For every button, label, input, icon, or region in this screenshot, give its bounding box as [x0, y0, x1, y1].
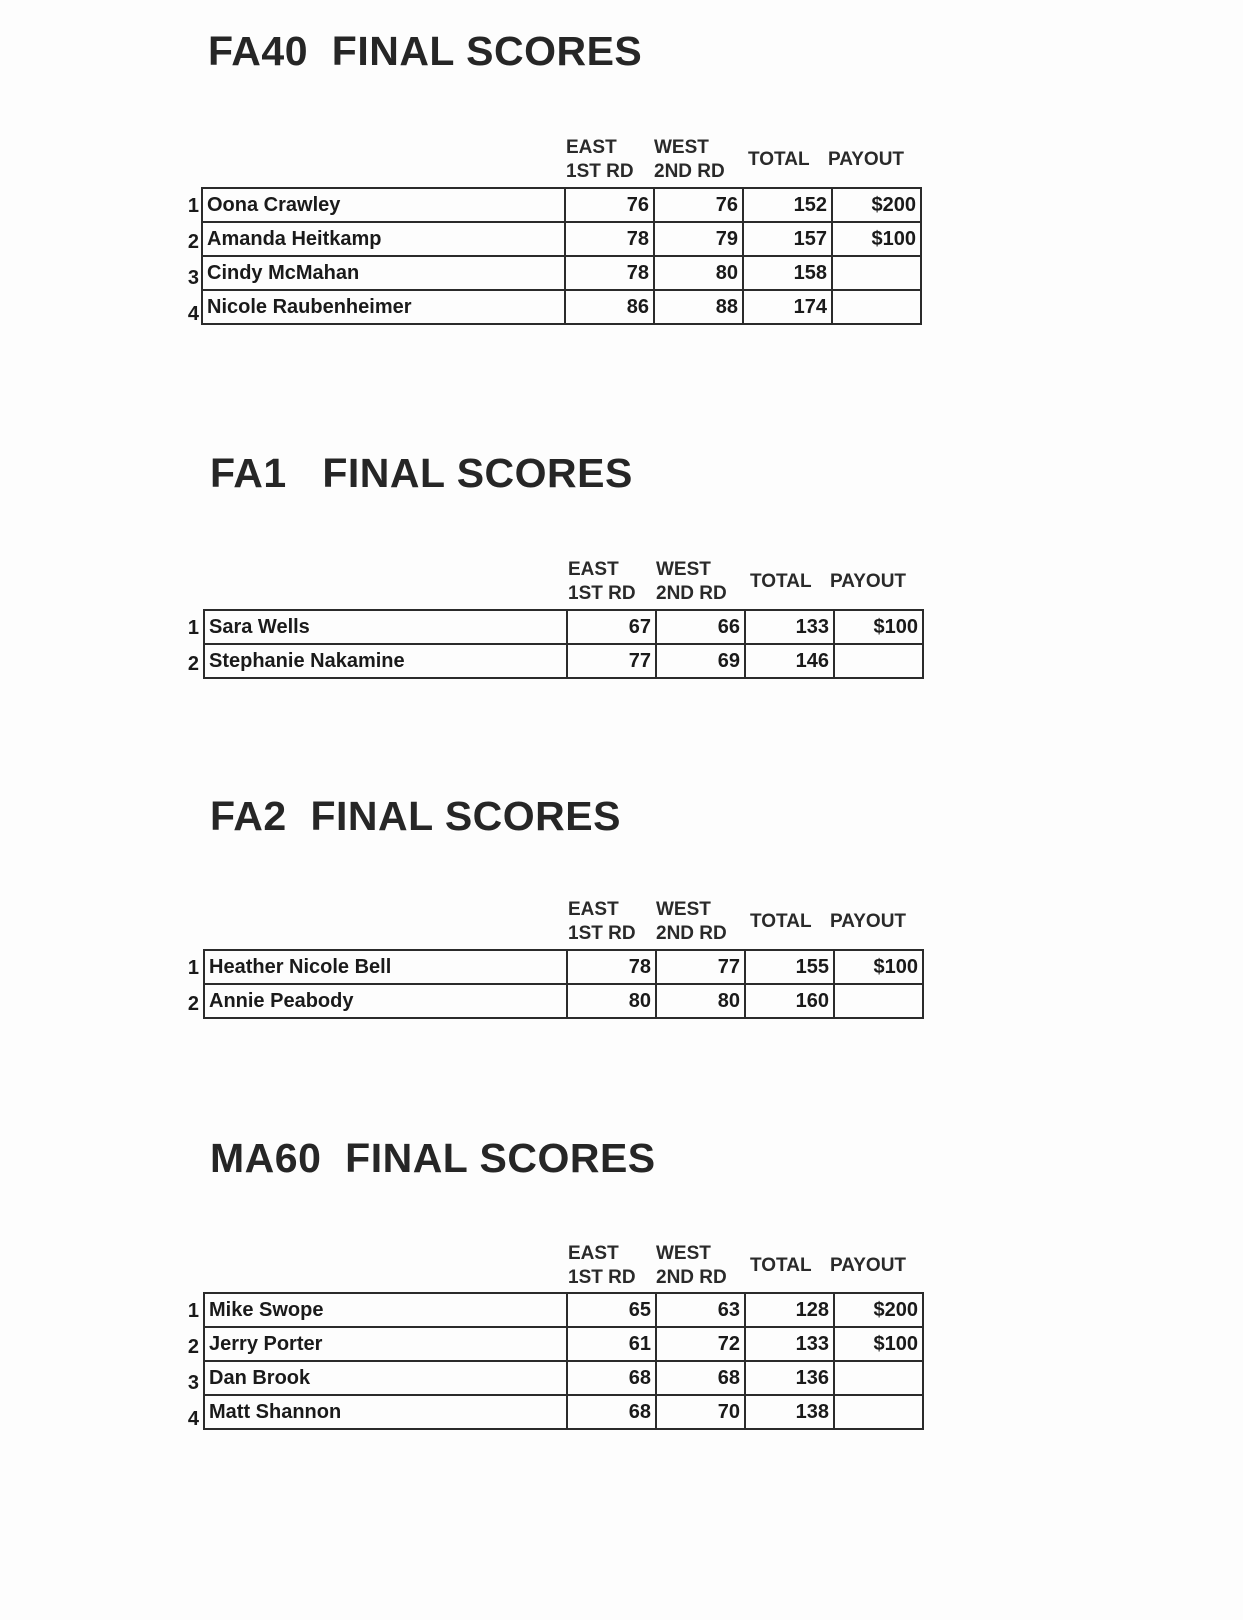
- west-score: 88: [654, 290, 743, 324]
- east-first-round-header: EAST 1ST RD: [568, 1243, 636, 1288]
- rank-number: 2: [187, 653, 199, 675]
- west-score: 68: [656, 1361, 745, 1395]
- payout-header: PAYOUT: [828, 149, 905, 170]
- east-score: 68: [567, 1395, 656, 1429]
- west-score: 70: [656, 1395, 745, 1429]
- total-score: 136: [745, 1361, 834, 1395]
- payout-amount: $100: [834, 610, 923, 644]
- east-score: 78: [567, 950, 656, 984]
- payout-amount: [832, 290, 921, 324]
- rank-number: 1: [187, 1300, 199, 1322]
- east-score: 80: [567, 984, 656, 1018]
- payout-amount: $200: [834, 1293, 923, 1327]
- total-score: 155: [745, 950, 834, 984]
- west-score: 66: [656, 610, 745, 644]
- east-score: 61: [567, 1327, 656, 1361]
- total-header: TOTAL: [750, 911, 812, 932]
- rank-number: 2: [187, 993, 199, 1015]
- rank-number: 4: [187, 303, 199, 325]
- payout-amount: [834, 1395, 923, 1429]
- player-name: Jerry Porter: [204, 1327, 567, 1361]
- rank-number: 1: [187, 957, 199, 979]
- east-score: 78: [565, 256, 654, 290]
- table-row: [204, 984, 923, 1018]
- table-row: [202, 290, 921, 324]
- rank-number: 4: [187, 1408, 199, 1430]
- payout-amount: $100: [834, 1327, 923, 1361]
- total-score: 133: [745, 610, 834, 644]
- table-row: [202, 222, 921, 256]
- payout-header: PAYOUT: [830, 911, 907, 932]
- rank-number: 3: [187, 267, 199, 289]
- total-score: 152: [743, 188, 832, 222]
- section-title: FA40 FINAL SCORES: [208, 28, 643, 74]
- east-first-round-header: EAST 1ST RD: [568, 559, 636, 604]
- table-row: [202, 256, 921, 290]
- table-row: [204, 610, 923, 644]
- payout-amount: [832, 256, 921, 290]
- payout-amount: [834, 1361, 923, 1395]
- payout-amount: $200: [832, 188, 921, 222]
- payout-amount: [834, 644, 923, 678]
- west-second-round-header: WEST 2ND RD: [656, 559, 727, 604]
- payout-amount: $100: [834, 950, 923, 984]
- total-header: TOTAL: [748, 149, 810, 170]
- east-score: 68: [567, 1361, 656, 1395]
- player-name: Cindy McMahan: [202, 256, 565, 290]
- total-score: 133: [745, 1327, 834, 1361]
- east-score: 76: [565, 188, 654, 222]
- section-title: FA2 FINAL SCORES: [210, 793, 621, 839]
- west-score: 76: [654, 188, 743, 222]
- total-score: 157: [743, 222, 832, 256]
- west-score: 63: [656, 1293, 745, 1327]
- total-header: TOTAL: [750, 1255, 812, 1276]
- east-first-round-header: EAST 1ST RD: [568, 899, 636, 944]
- player-name: Sara Wells: [204, 610, 567, 644]
- table-row: [204, 1293, 923, 1327]
- payout-header: PAYOUT: [830, 571, 907, 592]
- total-header: TOTAL: [750, 571, 812, 592]
- payout-header: PAYOUT: [830, 1255, 907, 1276]
- player-name: Dan Brook: [204, 1361, 567, 1395]
- west-score: 79: [654, 222, 743, 256]
- player-name: Annie Peabody: [204, 984, 567, 1018]
- west-score: 80: [656, 984, 745, 1018]
- west-score: 80: [654, 256, 743, 290]
- scores-table: [203, 949, 924, 1019]
- table-row: [204, 1327, 923, 1361]
- section-title: FA1 FINAL SCORES: [210, 450, 633, 496]
- rank-number: 2: [187, 231, 199, 253]
- east-score: 78: [565, 222, 654, 256]
- table-row: [204, 1361, 923, 1395]
- table-row: [204, 950, 923, 984]
- east-score: 77: [567, 644, 656, 678]
- total-score: 160: [745, 984, 834, 1018]
- table-row: [204, 644, 923, 678]
- player-name: Heather Nicole Bell: [204, 950, 567, 984]
- west-score: 77: [656, 950, 745, 984]
- west-second-round-header: WEST 2ND RD: [656, 899, 727, 944]
- player-name: Amanda Heitkamp: [202, 222, 565, 256]
- total-score: 158: [743, 256, 832, 290]
- scores-table: [203, 609, 924, 679]
- payout-amount: $100: [832, 222, 921, 256]
- east-score: 67: [567, 610, 656, 644]
- rank-number: 3: [187, 1372, 199, 1394]
- player-name: Oona Crawley: [202, 188, 565, 222]
- total-score: 128: [745, 1293, 834, 1327]
- payout-amount: [834, 984, 923, 1018]
- west-score: 69: [656, 644, 745, 678]
- scores-table: [201, 187, 922, 325]
- east-score: 65: [567, 1293, 656, 1327]
- table-row: [202, 188, 921, 222]
- section-title: MA60 FINAL SCORES: [210, 1135, 656, 1181]
- east-first-round-header: EAST 1ST RD: [566, 137, 634, 182]
- player-name: Stephanie Nakamine: [204, 644, 567, 678]
- scores-table: [203, 1292, 924, 1430]
- total-score: 138: [745, 1395, 834, 1429]
- player-name: Nicole Raubenheimer: [202, 290, 565, 324]
- total-score: 146: [745, 644, 834, 678]
- rank-number: 1: [187, 617, 199, 639]
- rank-number: 2: [187, 1336, 199, 1358]
- west-second-round-header: WEST 2ND RD: [656, 1243, 727, 1288]
- player-name: Matt Shannon: [204, 1395, 567, 1429]
- player-name: Mike Swope: [204, 1293, 567, 1327]
- east-score: 86: [565, 290, 654, 324]
- west-score: 72: [656, 1327, 745, 1361]
- total-score: 174: [743, 290, 832, 324]
- rank-number: 1: [187, 195, 199, 217]
- table-row: [204, 1395, 923, 1429]
- west-second-round-header: WEST 2ND RD: [654, 137, 725, 182]
